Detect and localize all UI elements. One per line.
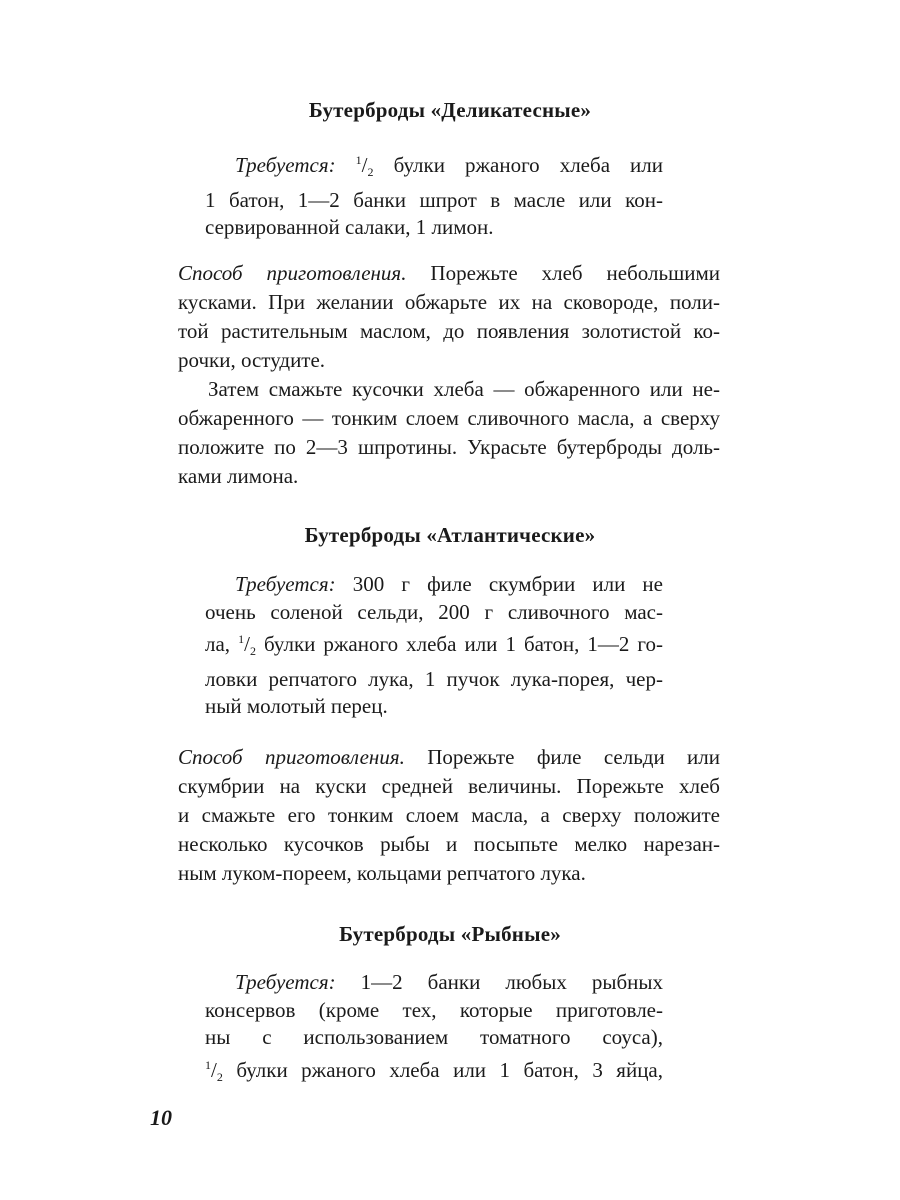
method-block: Способ приготовления. Порежьте филе сельди или скумбрии на куски средней величины. Порежьте хлеб и смажьте его тонким слоем масла, а сверху положите несколько кусочков рыбы и посыпьте мелко нарезан- ным луком-пореем, кольцами репчатого лука. <box>178 745 721 885</box>
fraction: $^1/_2$ <box>205 1057 223 1084</box>
required-label: Требуется: <box>235 572 336 596</box>
page-number: 10 <box>150 1105 172 1130</box>
method-block: Способ приготовления. Порежьте хлеб небольшими кусками. При желании обжарьте их на сковороде, поли- той растительным маслом, до появления золотистой ко- рочки, остудите. Затем смажьте кусочки хлеба — обжаренного или не- обжаренного — тонким слоем сливочного масла, а сверху положите по 2—3 шпротины. Украсьте бутерброды доль- ками лимона. <box>178 261 721 488</box>
required-label: Требуется: <box>235 970 336 994</box>
required-label: Требуется: <box>235 153 336 177</box>
ingredients-block: Требуется: 1—2 банки любых рыбных консервов (кроме тех, которые приготовле- ны с использованием томатного соуса), $^1/_2$ булки ржаного хлеба или 1 батон, 3 яйца, <box>205 970 663 1084</box>
fraction: $^1/_2$ <box>238 632 256 658</box>
recipe-title: Бутерброды «Рыбные» <box>339 922 561 946</box>
ingredients-block: Требуется: $^1/_2$ булки ржаного хлеба или 1 батон, 1—2 банки шпрот в масле или кон- сервированной салаки, 1 лимон. <box>205 153 664 239</box>
recipe-title: Бутерброды «Деликатесные» <box>308 98 592 122</box>
ingredients-block: Требуется: 300 г филе скумбрии или не очень соленой сельди, 200 г сливочного мас- ла, $^1/_2$ булки ржаного хлеба или 1 батон, 1—2 го- ловки репчатого лука, 1 пучок лука-порея, чер- ный молотый перец. <box>205 572 664 718</box>
recipe-title: Бутерброды «Атлантические» <box>304 523 596 547</box>
method-label: Способ приготовления. <box>178 261 407 285</box>
method-label: Способ приготовления. <box>178 745 405 769</box>
fraction: $^1/_2$ <box>355 153 374 179</box>
